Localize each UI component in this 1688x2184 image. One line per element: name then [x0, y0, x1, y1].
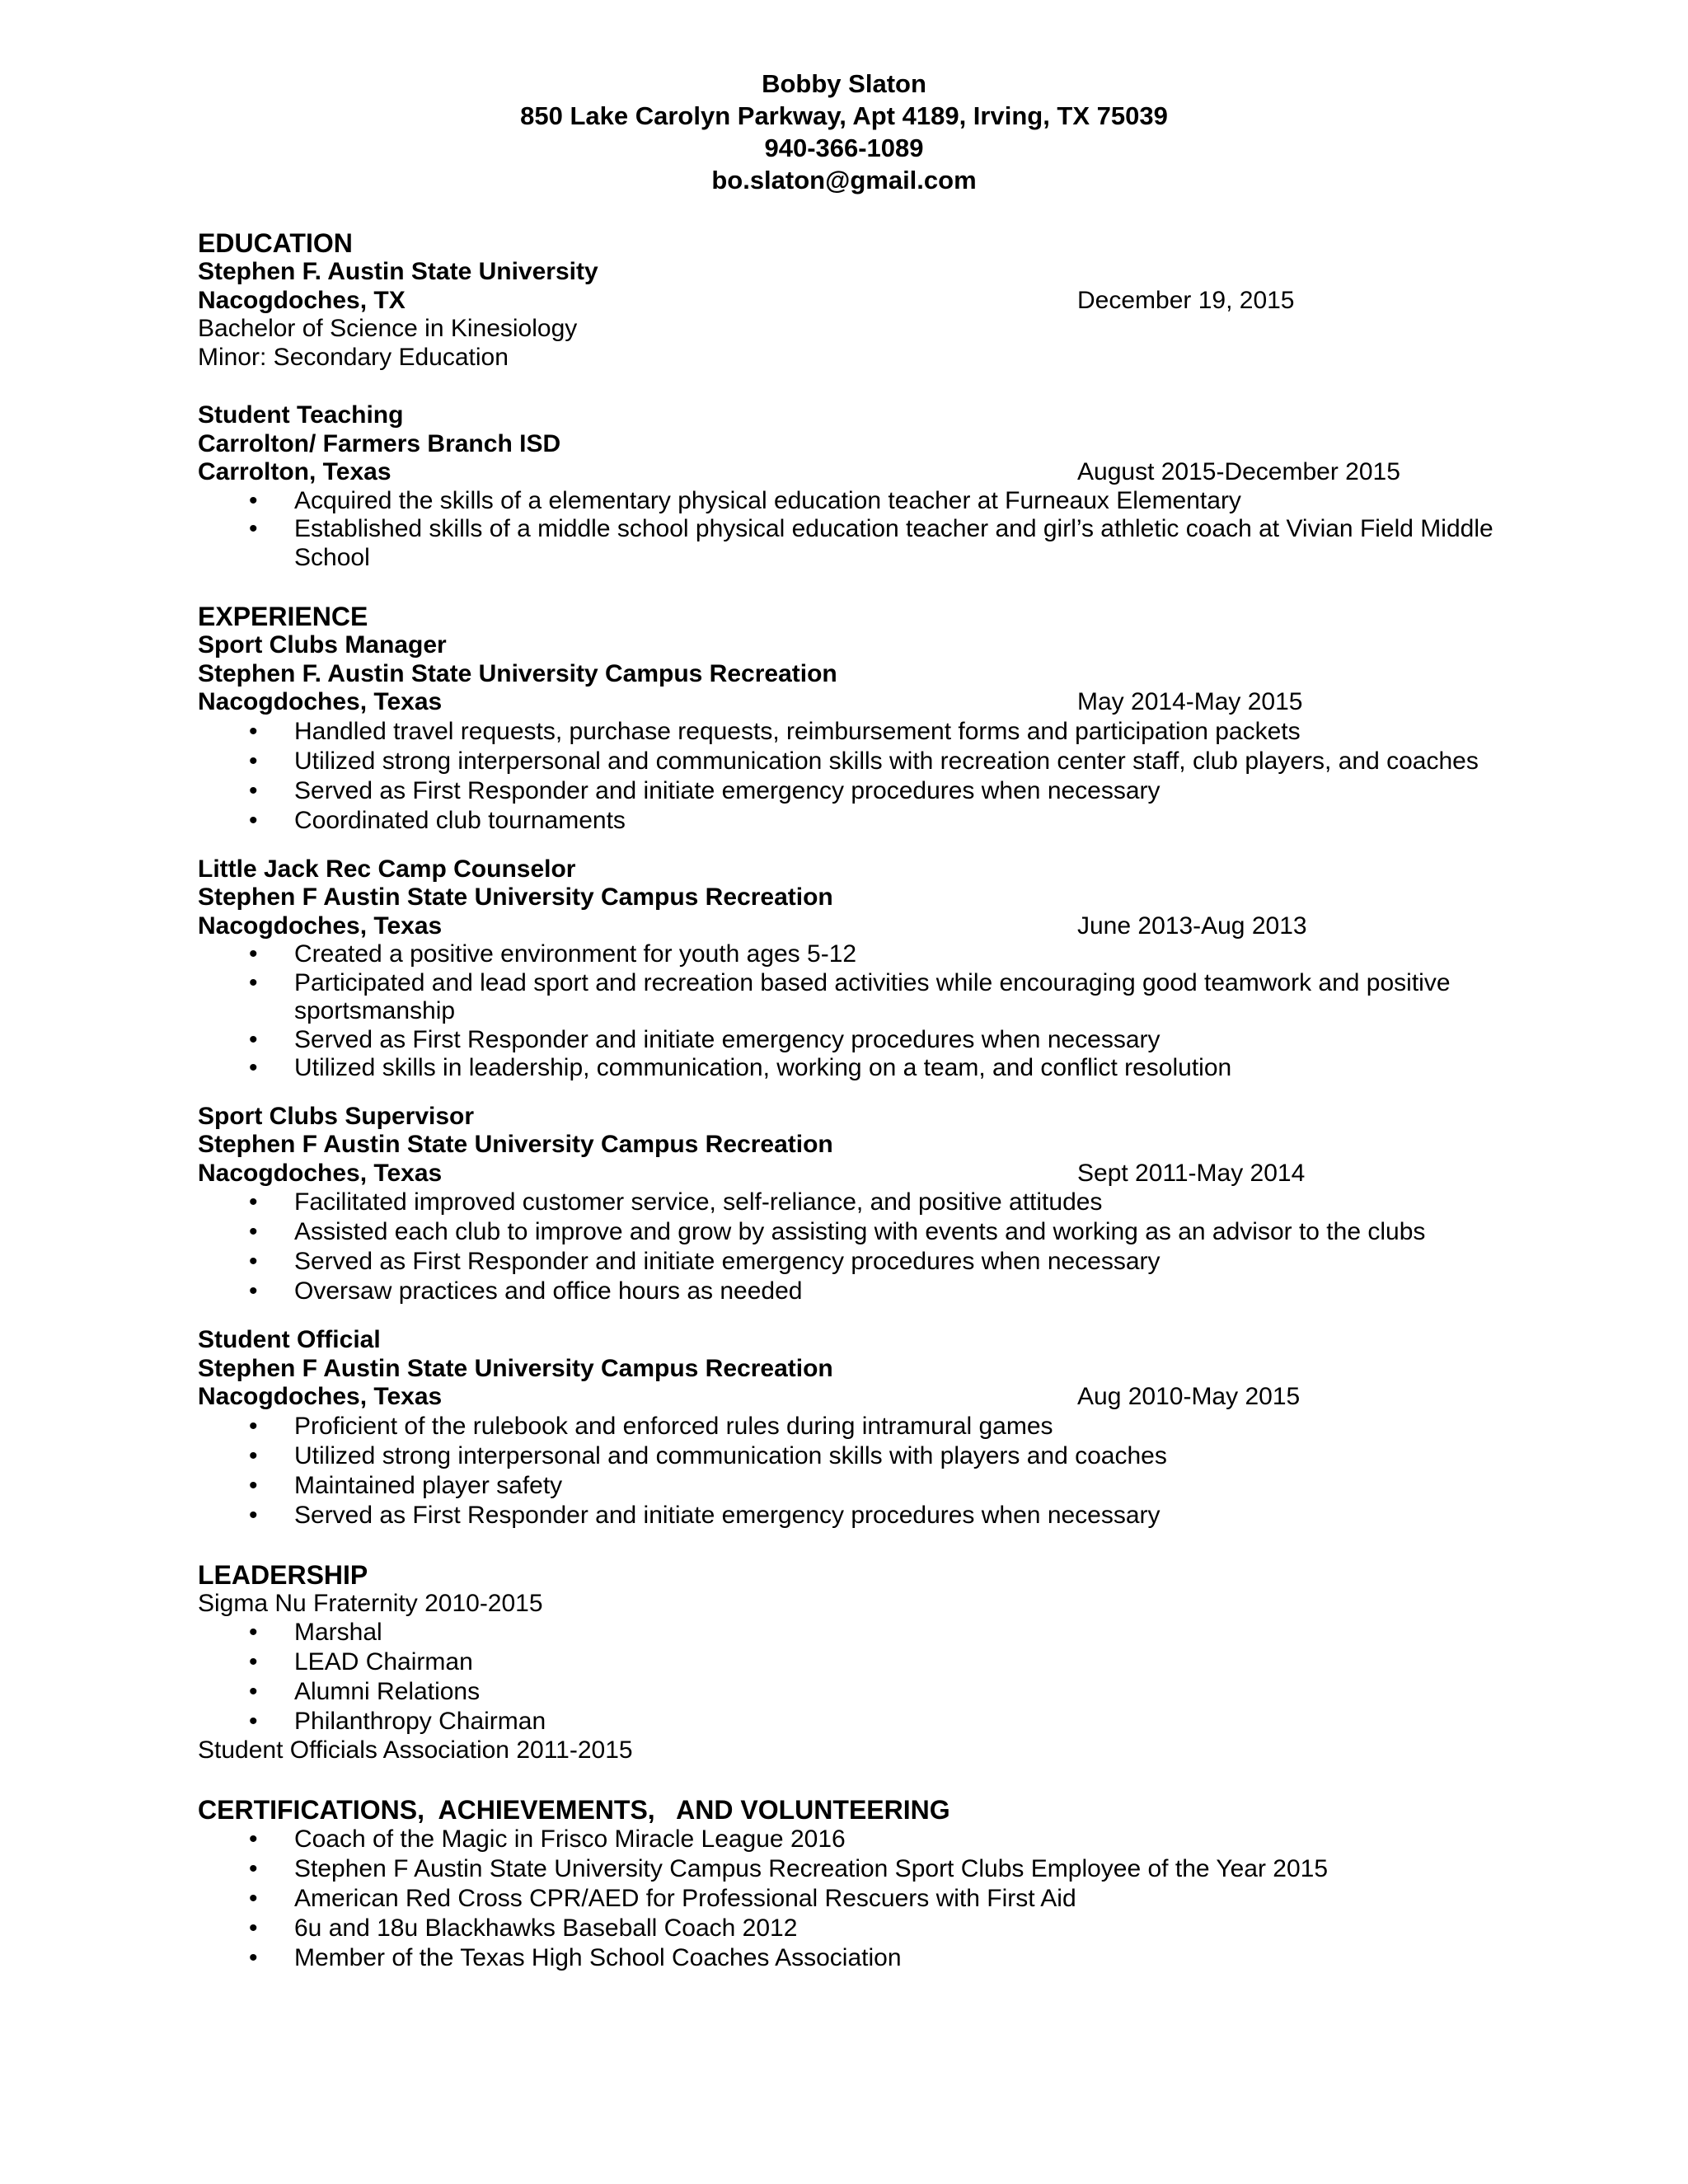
teaching-location: Carrolton, Texas: [198, 458, 392, 485]
bullet-icon: •: [249, 1501, 258, 1529]
education-date: December 19, 2015: [1077, 286, 1295, 314]
bullet-icon: •: [249, 806, 258, 834]
bullet-icon: •: [249, 1648, 258, 1675]
list-item: • Marshal: [249, 1619, 382, 1646]
job-entry: [198, 631, 1508, 836]
job-org: Stephen F. Austin State University Campus Recreation: [198, 659, 837, 687]
bullet-icon: •: [249, 486, 258, 514]
job-location-row: [198, 688, 1508, 717]
bullet-icon: •: [249, 1188, 258, 1216]
job-org: Stephen F Austin State University Campus Recreation: [198, 883, 833, 911]
list-item: • Coordinated club tournaments: [249, 806, 626, 834]
phone: 940-366-1089: [764, 134, 924, 162]
teaching-location-row: [198, 458, 1508, 487]
list-item: • American Red Cross CPR/AED for Professional Rescuers with First Aid: [249, 1884, 1076, 1912]
list-item: • Utilized strong interpersonal and communication skills with recreation center staff, club players, and coaches: [249, 747, 1479, 775]
list-item: • Served as First Responder and initiate emergency procedures when necessary: [249, 1025, 1160, 1053]
bullet-icon: •: [249, 1248, 258, 1275]
bullet-icon: •: [249, 1054, 258, 1081]
bullet-icon: •: [249, 1412, 258, 1440]
leadership-heading: LEADERSHIP: [198, 1559, 368, 1590]
list-item: • Served as First Responder and initiate emergency procedures when necessary: [249, 1501, 1160, 1529]
candidate-name: Bobby Slaton: [762, 69, 926, 98]
bullet-icon: •: [249, 717, 258, 745]
bullet-icon: •: [249, 1218, 258, 1245]
list-item: • Philanthropy Chairman: [249, 1708, 546, 1735]
job-bullets: [198, 1188, 1508, 1306]
bullet-icon: •: [249, 1471, 258, 1499]
education-school: Stephen F. Austin State University: [198, 258, 598, 285]
education-minor: Minor: Secondary Education: [198, 343, 509, 371]
job-location: Nacogdoches, Texas: [198, 1383, 443, 1410]
list-item: • Utilized strong interpersonal and communication skills with players and coaches: [249, 1441, 1167, 1469]
list-item: • Served as First Responder and initiate emergency procedures when necessary: [249, 776, 1160, 804]
list-item: • Coach of the Magic in Frisco Miracle League 2016: [249, 1825, 846, 1853]
list-item: • LEAD Chairman: [249, 1648, 473, 1675]
job-location-row: [198, 912, 1508, 941]
list-item: • Member of the Texas High School Coaches Association: [249, 1943, 902, 1971]
bullet-icon: •: [249, 1854, 258, 1882]
bullet-icon: •: [249, 1277, 258, 1305]
job-title: Sport Clubs Supervisor: [198, 1102, 475, 1130]
list-item: • Established skills of a middle school physical education teacher and girl’s athletic coach at Vivian Field Middle School: [249, 515, 1493, 571]
job-title: Sport Clubs Manager: [198, 631, 447, 658]
job-location-row: [198, 1160, 1508, 1188]
list-item: • Alumni Relations: [249, 1678, 481, 1705]
teaching-org: Carrolton/ Farmers Branch ISD: [198, 429, 561, 457]
job-bullets: [198, 1412, 1508, 1530]
bullet-icon: •: [249, 940, 258, 968]
list-item: • Proficient of the rulebook and enforced rules during intramural games: [249, 1412, 1053, 1440]
bullet-icon: •: [249, 1678, 258, 1705]
job-date: June 2013-Aug 2013: [1077, 912, 1307, 940]
education-location-row: [198, 287, 1508, 316]
list-item: • Stephen F Austin State University Campus Recreation Sport Clubs Employee of the Year 2015: [249, 1854, 1329, 1882]
job-location-row: [198, 1383, 1508, 1412]
education-heading: EDUCATION: [198, 228, 353, 258]
certifications-list: [198, 1825, 1508, 1973]
bullet-icon: •: [249, 1708, 258, 1735]
job-bullets: [198, 717, 1508, 836]
certifications-heading: CERTIFICATIONS, ACHIEVEMENTS, AND VOLUNTEERING: [198, 1794, 950, 1825]
list-item: • Served as First Responder and initiate emergency procedures when necessary: [249, 1248, 1160, 1275]
leadership-org: Student Officials Association 2011-2015: [198, 1736, 633, 1764]
resume-body: [198, 228, 1508, 1973]
job-date: Aug 2010-May 2015: [1077, 1383, 1301, 1410]
education-location: Nacogdoches, TX: [198, 286, 406, 314]
job-bullets: [198, 940, 1508, 1083]
email: bo.slaton@gmail.com: [711, 166, 977, 194]
list-item: • Assisted each club to improve and grow by assisting with events and working as an advisor to the clubs: [249, 1218, 1426, 1245]
bullet-icon: •: [249, 1441, 258, 1469]
list-item: • Oversaw practices and office hours as needed: [249, 1277, 803, 1305]
bullet-icon: •: [249, 968, 258, 996]
teaching-title: Student Teaching: [198, 401, 404, 429]
bullet-icon: •: [249, 515, 258, 542]
list-item: • Created a positive environment for youth ages 5-12: [249, 940, 857, 968]
job-date: Sept 2011-May 2014: [1077, 1159, 1306, 1187]
job-location: Nacogdoches, Texas: [198, 688, 443, 715]
teaching-date: August 2015-December 2015: [1077, 458, 1400, 485]
resume-header: [0, 0, 1688, 196]
bullet-icon: •: [249, 747, 258, 775]
list-item: • Facilitated improved customer service, self-reliance, and positive attitudes: [249, 1188, 1103, 1216]
teaching-bullets: [198, 487, 1508, 573]
list-item: • 6u and 18u Blackhawks Baseball Coach 2012: [249, 1914, 798, 1942]
education-degree: Bachelor of Science in Kinesiology: [198, 315, 578, 342]
job-org: Stephen F Austin State University Campus Recreation: [198, 1354, 833, 1382]
bullet-icon: •: [249, 776, 258, 804]
address: 850 Lake Carolyn Parkway, Apt 4189, Irving, TX 75039: [520, 101, 1168, 130]
bullet-icon: •: [249, 1884, 258, 1912]
list-item: • Acquired the skills of a elementary physical education teacher at Furneaux Elementary: [249, 486, 1241, 514]
bullet-icon: •: [249, 1619, 258, 1646]
list-item: • Maintained player safety: [249, 1471, 563, 1499]
job-location: Nacogdoches, Texas: [198, 1159, 443, 1187]
job-entry: [198, 855, 1508, 1083]
job-title: Little Jack Rec Camp Counselor: [198, 855, 576, 883]
bullet-icon: •: [249, 1025, 258, 1053]
job-entry: [198, 1103, 1508, 1307]
list-item: • Participated and lead sport and recreation based activities while encouraging good teamwork and positive sportsmanship: [249, 968, 1451, 1024]
job-title: Student Official: [198, 1326, 381, 1353]
bullet-icon: •: [249, 1825, 258, 1853]
bullet-icon: •: [249, 1943, 258, 1971]
list-item: • Handled travel requests, purchase requests, reimbursement forms and participation packets: [249, 717, 1301, 745]
list-item: • Utilized skills in leadership, communication, working on a team, and conflict resolution: [249, 1054, 1232, 1081]
job-entry: [198, 1326, 1508, 1530]
leadership-roles: [198, 1618, 1508, 1736]
job-org: Stephen F Austin State University Campus Recreation: [198, 1131, 833, 1158]
experience-heading: EXPERIENCE: [198, 602, 368, 631]
bullet-icon: •: [249, 1914, 258, 1942]
job-date: May 2014-May 2015: [1077, 688, 1303, 715]
job-location: Nacogdoches, Texas: [198, 912, 443, 940]
leadership-org: Sigma Nu Fraternity 2010-2015: [198, 1589, 543, 1617]
